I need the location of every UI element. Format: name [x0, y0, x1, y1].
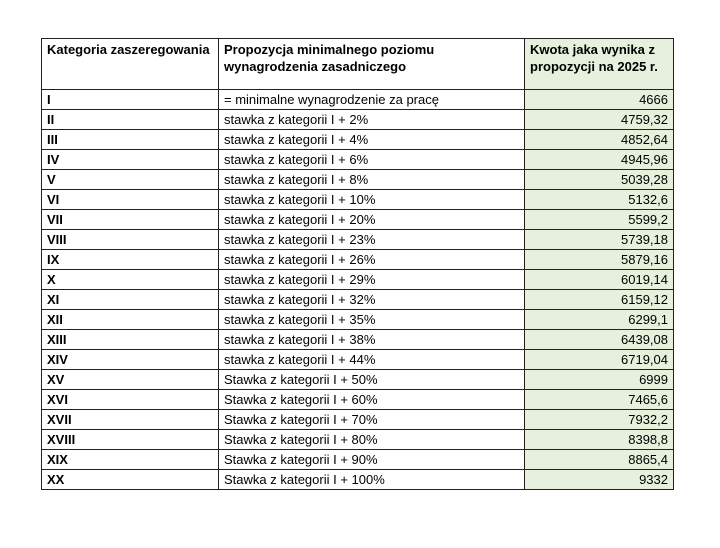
- proposal-cell: stawka z kategorii I + 38%: [219, 330, 525, 350]
- table-row: [42, 310, 674, 330]
- table-row: [42, 410, 674, 430]
- proposal-cell: stawka z kategorii I + 4%: [219, 130, 525, 150]
- amount-cell: 6999: [525, 370, 674, 390]
- header-proposal: Propozycja minimalnego poziomu wynagrodzenia zasadniczego: [219, 39, 525, 90]
- amount-cell: 8865,4: [525, 450, 674, 470]
- amount-cell: 5039,28: [525, 170, 674, 190]
- proposal-cell: stawka z kategorii I + 6%: [219, 150, 525, 170]
- category-cell: XIX: [42, 450, 219, 470]
- category-cell: XI: [42, 290, 219, 310]
- amount-cell: 6159,12: [525, 290, 674, 310]
- table-row: [42, 430, 674, 450]
- header-category: Kategoria zaszeregowania: [42, 39, 219, 90]
- amount-cell: 7465,6: [525, 390, 674, 410]
- table-row: [42, 190, 674, 210]
- amount-cell: 5599,2: [525, 210, 674, 230]
- table-row: [42, 150, 674, 170]
- amount-cell: 7932,2: [525, 410, 674, 430]
- category-cell: XV: [42, 370, 219, 390]
- category-cell: I: [42, 90, 219, 110]
- salary-table: [41, 38, 674, 490]
- amount-cell: 6439,08: [525, 330, 674, 350]
- table-row: [42, 270, 674, 290]
- proposal-cell: Stawka z kategorii I + 100%: [219, 470, 525, 490]
- proposal-cell: stawka z kategorii I + 20%: [219, 210, 525, 230]
- amount-cell: 5879,16: [525, 250, 674, 270]
- category-cell: XIV: [42, 350, 219, 370]
- table-row: [42, 470, 674, 490]
- table-row: [42, 90, 674, 110]
- proposal-cell: stawka z kategorii I + 35%: [219, 310, 525, 330]
- category-cell: IX: [42, 250, 219, 270]
- proposal-cell: stawka z kategorii I + 10%: [219, 190, 525, 210]
- table-row: [42, 350, 674, 370]
- category-cell: X: [42, 270, 219, 290]
- category-cell: XX: [42, 470, 219, 490]
- table-row: [42, 170, 674, 190]
- table-row: [42, 390, 674, 410]
- table-row: [42, 130, 674, 150]
- table-row: [42, 110, 674, 130]
- amount-cell: 6299,1: [525, 310, 674, 330]
- proposal-cell: Stawka z kategorii I + 60%: [219, 390, 525, 410]
- amount-cell: 6719,04: [525, 350, 674, 370]
- proposal-cell: Stawka z kategorii I + 80%: [219, 430, 525, 450]
- category-cell: XVIII: [42, 430, 219, 450]
- proposal-cell: stawka z kategorii I + 2%: [219, 110, 525, 130]
- proposal-cell: Stawka z kategorii I + 70%: [219, 410, 525, 430]
- proposal-cell: stawka z kategorii I + 44%: [219, 350, 525, 370]
- proposal-cell: stawka z kategorii I + 29%: [219, 270, 525, 290]
- table-row: [42, 290, 674, 310]
- table-row: [42, 370, 674, 390]
- category-cell: III: [42, 130, 219, 150]
- salary-table-container: [41, 38, 674, 490]
- amount-cell: 9332: [525, 470, 674, 490]
- proposal-cell: Stawka z kategorii I + 50%: [219, 370, 525, 390]
- amount-cell: 5132,6: [525, 190, 674, 210]
- table-row: [42, 330, 674, 350]
- amount-cell: 6019,14: [525, 270, 674, 290]
- proposal-cell: Stawka z kategorii I + 90%: [219, 450, 525, 470]
- proposal-cell: stawka z kategorii I + 32%: [219, 290, 525, 310]
- proposal-cell: stawka z kategorii I + 8%: [219, 170, 525, 190]
- amount-cell: 5739,18: [525, 230, 674, 250]
- amount-cell: 4945,96: [525, 150, 674, 170]
- category-cell: II: [42, 110, 219, 130]
- table-header-row: [42, 39, 674, 90]
- category-cell: XII: [42, 310, 219, 330]
- table-row: [42, 210, 674, 230]
- proposal-cell: = minimalne wynagrodzenie za pracę: [219, 90, 525, 110]
- amount-cell: 4852,64: [525, 130, 674, 150]
- category-cell: IV: [42, 150, 219, 170]
- category-cell: V: [42, 170, 219, 190]
- amount-cell: 4666: [525, 90, 674, 110]
- amount-cell: 8398,8: [525, 430, 674, 450]
- table-row: [42, 230, 674, 250]
- category-cell: VII: [42, 210, 219, 230]
- table-row: [42, 250, 674, 270]
- header-amount: Kwota jaka wynika z propozycji na 2025 r.: [525, 39, 674, 90]
- table-row: [42, 450, 674, 470]
- table-body: [42, 90, 674, 490]
- category-cell: XVII: [42, 410, 219, 430]
- category-cell: XIII: [42, 330, 219, 350]
- category-cell: VIII: [42, 230, 219, 250]
- proposal-cell: stawka z kategorii I + 26%: [219, 250, 525, 270]
- category-cell: VI: [42, 190, 219, 210]
- category-cell: XVI: [42, 390, 219, 410]
- proposal-cell: stawka z kategorii I + 23%: [219, 230, 525, 250]
- amount-cell: 4759,32: [525, 110, 674, 130]
